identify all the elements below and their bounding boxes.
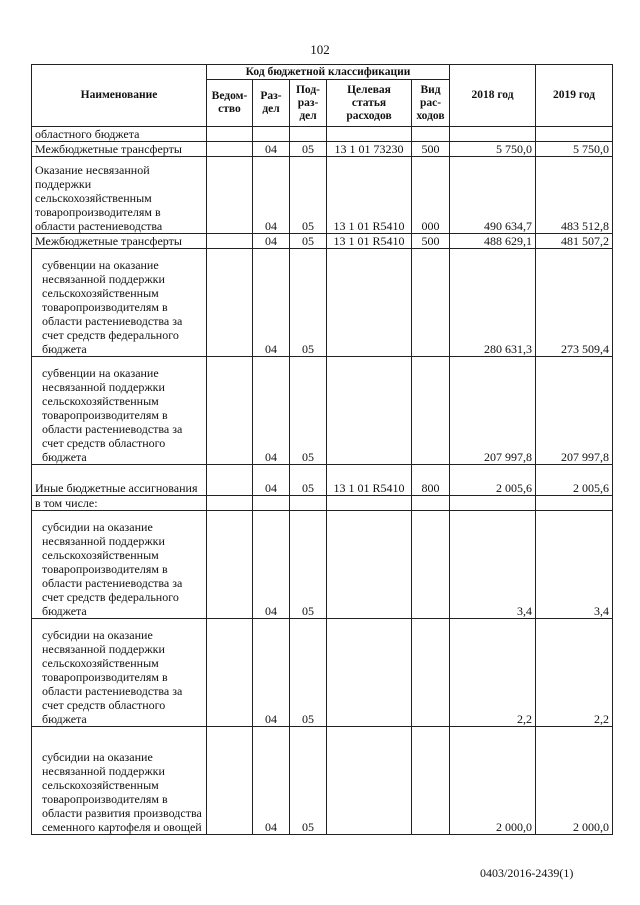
cell-vid: 000 (412, 157, 450, 234)
header-celevaya: Целевая статья расходов (327, 80, 412, 127)
cell-y2018: 207 997,8 (450, 357, 536, 465)
header-podrazdel: Под-раз-дел (290, 80, 327, 127)
table-row (32, 357, 613, 465)
cell-y2018: 5 750,0 (450, 142, 536, 157)
cell-podrazdel: 05 (290, 465, 327, 496)
cell-y2018: 3,4 (450, 511, 536, 619)
cell-vedom (207, 465, 253, 496)
cell-vid (412, 496, 450, 511)
cell-vedom (207, 619, 253, 727)
cell-celevaya (327, 357, 412, 465)
cell-razdel: 04 (253, 249, 290, 357)
cell-razdel: 04 (253, 357, 290, 465)
table-row (32, 157, 613, 234)
cell-name: в том числе: (32, 496, 207, 511)
table-row (32, 619, 613, 727)
table-row (32, 142, 613, 157)
cell-podrazdel: 05 (290, 511, 327, 619)
cell-vid: 500 (412, 234, 450, 249)
page-number: 102 (310, 42, 330, 57)
cell-razdel: 04 (253, 157, 290, 234)
cell-celevaya (327, 249, 412, 357)
cell-y2018 (450, 496, 536, 511)
header-2019: 2019 год (536, 65, 613, 127)
cell-celevaya: 13 1 01 R5410 (327, 234, 412, 249)
cell-y2019: 207 997,8 (536, 357, 613, 465)
cell-celevaya: 13 1 01 73230 (327, 142, 412, 157)
cell-name: Межбюджетные трансферты (32, 234, 207, 249)
cell-vid (412, 249, 450, 357)
cell-y2019: 2,2 (536, 619, 613, 727)
table-row (32, 511, 613, 619)
table-row (32, 727, 613, 835)
table-body (32, 127, 613, 835)
cell-y2018: 2 005,6 (450, 465, 536, 496)
cell-razdel (253, 127, 290, 142)
cell-podrazdel: 05 (290, 234, 327, 249)
cell-podrazdel: 05 (290, 357, 327, 465)
cell-y2018: 280 631,3 (450, 249, 536, 357)
cell-podrazdel: 05 (290, 142, 327, 157)
cell-razdel: 04 (253, 234, 290, 249)
cell-name: областного бюджета (32, 127, 207, 142)
cell-y2018: 490 634,7 (450, 157, 536, 234)
cell-vedom (207, 357, 253, 465)
cell-name: субсидии на оказание несвязанной поддержки сельскохозяйственным товаропроизводителям в области растениеводства за счет средств федерального бюджета (32, 511, 207, 619)
cell-name: субвенции на оказание несвязанной поддержки сельскохозяйственным товаропроизводителям в области растениеводства за счет средств областного бюджета (32, 357, 207, 465)
cell-vid: 500 (412, 142, 450, 157)
cell-vid (412, 127, 450, 142)
document-code: 0403/2016-2439(1) (480, 866, 574, 880)
header-code-group: Код бюджетной классификации (207, 65, 450, 80)
cell-y2019: 2 005,6 (536, 465, 613, 496)
cell-y2019: 483 512,8 (536, 157, 613, 234)
table-row (32, 465, 613, 496)
cell-podrazdel: 05 (290, 157, 327, 234)
cell-razdel: 04 (253, 465, 290, 496)
cell-vedom (207, 142, 253, 157)
cell-name: Оказание несвязанной поддержки сельскохозяйственным товаропроизводителям в области растениеводства (32, 157, 207, 234)
cell-podrazdel: 05 (290, 727, 327, 835)
cell-y2019: 5 750,0 (536, 142, 613, 157)
cell-celevaya (327, 127, 412, 142)
cell-razdel: 04 (253, 619, 290, 727)
cell-vedom (207, 234, 253, 249)
cell-name: Межбюджетные трансферты (32, 142, 207, 157)
cell-y2019: 2 000,0 (536, 727, 613, 835)
cell-name: субвенции на оказание несвязанной поддержки сельскохозяйственным товаропроизводителям в области растениеводства за счет средств федерального бюджета (32, 249, 207, 357)
cell-razdel (253, 496, 290, 511)
table-row (32, 127, 613, 142)
cell-vedom (207, 496, 253, 511)
cell-podrazdel (290, 496, 327, 511)
cell-celevaya (327, 511, 412, 619)
cell-name: субсидии на оказание несвязанной поддержки сельскохозяйственным товаропроизводителям в области развития производства семенного картофеля и овощей (32, 727, 207, 835)
cell-vid (412, 619, 450, 727)
cell-celevaya: 13 1 01 R5410 (327, 465, 412, 496)
header-2018: 2018 год (450, 65, 536, 127)
cell-vid: 800 (412, 465, 450, 496)
cell-vedom (207, 511, 253, 619)
cell-y2018: 2 000,0 (450, 727, 536, 835)
cell-razdel: 04 (253, 727, 290, 835)
header-vid: Вид рас-ходов (412, 80, 450, 127)
table-row (32, 496, 613, 511)
cell-y2019: 3,4 (536, 511, 613, 619)
cell-celevaya (327, 496, 412, 511)
cell-razdel: 04 (253, 511, 290, 619)
cell-name: субсидии на оказание несвязанной поддержки сельскохозяйственным товаропроизводителям в области растениеводства за счет средств областного бюджета (32, 619, 207, 727)
cell-vid (412, 511, 450, 619)
cell-y2019: 481 507,2 (536, 234, 613, 249)
cell-y2018: 488 629,1 (450, 234, 536, 249)
cell-podrazdel (290, 127, 327, 142)
cell-celevaya (327, 727, 412, 835)
cell-y2019 (536, 496, 613, 511)
cell-podrazdel: 05 (290, 619, 327, 727)
cell-celevaya: 13 1 01 R5410 (327, 157, 412, 234)
cell-vid (412, 357, 450, 465)
cell-y2019: 273 509,4 (536, 249, 613, 357)
budget-table (31, 64, 613, 835)
cell-name: Иные бюджетные ассигнования (32, 465, 207, 496)
cell-vedom (207, 127, 253, 142)
cell-vid (412, 727, 450, 835)
cell-podrazdel: 05 (290, 249, 327, 357)
cell-razdel: 04 (253, 142, 290, 157)
cell-y2018 (450, 127, 536, 142)
header-name: Наименование (32, 65, 207, 127)
cell-y2018: 2,2 (450, 619, 536, 727)
cell-y2019 (536, 127, 613, 142)
cell-celevaya (327, 619, 412, 727)
table-row (32, 234, 613, 249)
cell-vedom (207, 249, 253, 357)
header-vedom: Ведом-ство (207, 80, 253, 127)
cell-vedom (207, 157, 253, 234)
header-razdel: Раз-дел (253, 80, 290, 127)
cell-vedom (207, 727, 253, 835)
table-row (32, 249, 613, 357)
